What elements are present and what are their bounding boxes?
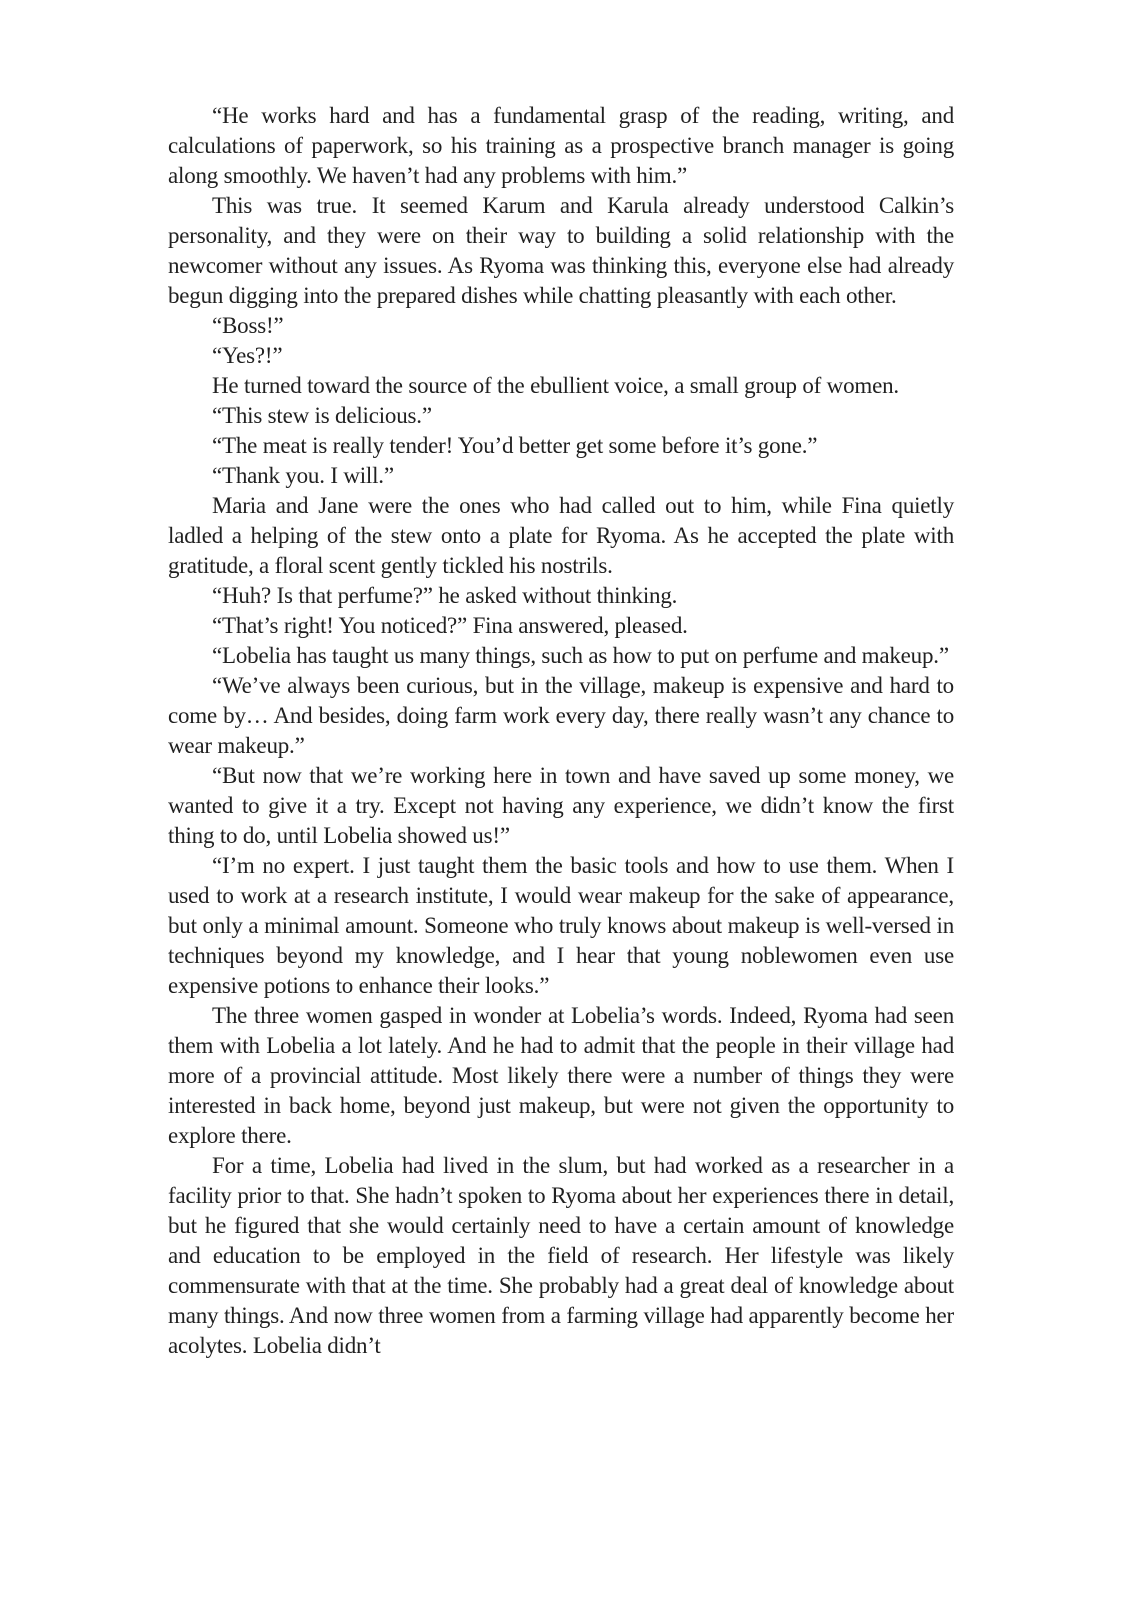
paragraph-dialogue: “This stew is delicious.” [212,403,432,428]
paragraph-dialogue: “Huh? Is that perfume?” he asked without thinking. [212,583,678,608]
paragraph-narration: The three women gasped in wonder at Lobelia’s words. Indeed, Ryoma had seen them with Lobelia a lot lately. And he had to admit that the people in their village had more of a provincial attitude. Most likely there were a number of things they were interested in back home, beyond just makeup, but were not given the opportunity to explore there. [168,1003,954,1148]
paragraph-narration: Maria and Jane were the ones who had called out to him, while Fina quietly ladled a helping of the stew onto a plate for Ryoma. As he accepted the plate with gratitude, a floral scent gently tickled his nostrils. [168,493,954,578]
paragraph-dialogue: “But now that we’re working here in town and have saved up some money, we wanted to give it a try. Except not having any experience, we didn’t know the first thing to do, until Lobelia showed us!” [168,763,954,848]
paragraph-dialogue: “Lobelia has taught us many things, such as how to put on perfume and makeup.” [212,643,949,668]
page-text-block [168,101,954,1361]
paragraph-dialogue: “Yes?!” [212,343,283,368]
paragraph-dialogue: “Boss!” [212,313,284,338]
paragraph-narration: For a time, Lobelia had lived in the slum, but had worked as a researcher in a facility prior to that. She hadn’t spoken to Ryoma about her experiences there in detail, but he figured that she would certainly need to have a certain amount of knowledge and education to be employed in the field of research. Her lifestyle was likely commensurate with that at the time. She probably had a great deal of knowledge about many things. And now three women from a farming village had apparently become her acolytes. Lobelia didn’t [168,1153,954,1358]
paragraph-dialogue: “That’s right! You noticed?” Fina answered, pleased. [212,613,688,638]
paragraph-dialogue: “He works hard and has a fundamental grasp of the reading, writing, and calculations of paperwork, so his training as a prospective branch manager is going along smoothly. We haven’t had any problems with him.” [168,103,954,188]
paragraph-dialogue: “Thank you. I will.” [212,463,394,488]
paragraph-narration: This was true. It seemed Karum and Karula already understood Calkin’s personality, and they were on their way to building a solid relationship with the newcomer without any issues. As Ryoma was thinking this, everyone else had already begun digging into the prepared dishes while chatting pleasantly with each other. [168,193,954,308]
paragraph-dialogue: “The meat is really tender! You’d better get some before it’s gone.” [212,433,818,458]
paragraph-dialogue: “We’ve always been curious, but in the village, makeup is expensive and hard to come by… And besides, doing farm work every day, there really wasn’t any chance to wear makeup.” [168,673,954,758]
paragraph-dialogue: “I’m no expert. I just taught them the basic tools and how to use them. When I used to work at a research institute, I would wear makeup for the sake of appearance, but only a minimal amount. Someone who truly knows about makeup is well-versed in techniques beyond my knowledge, and I hear that young noblewomen even use expensive potions to enhance their looks.” [168,853,954,998]
paragraph-narration: He turned toward the source of the ebullient voice, a small group of women. [212,373,899,398]
